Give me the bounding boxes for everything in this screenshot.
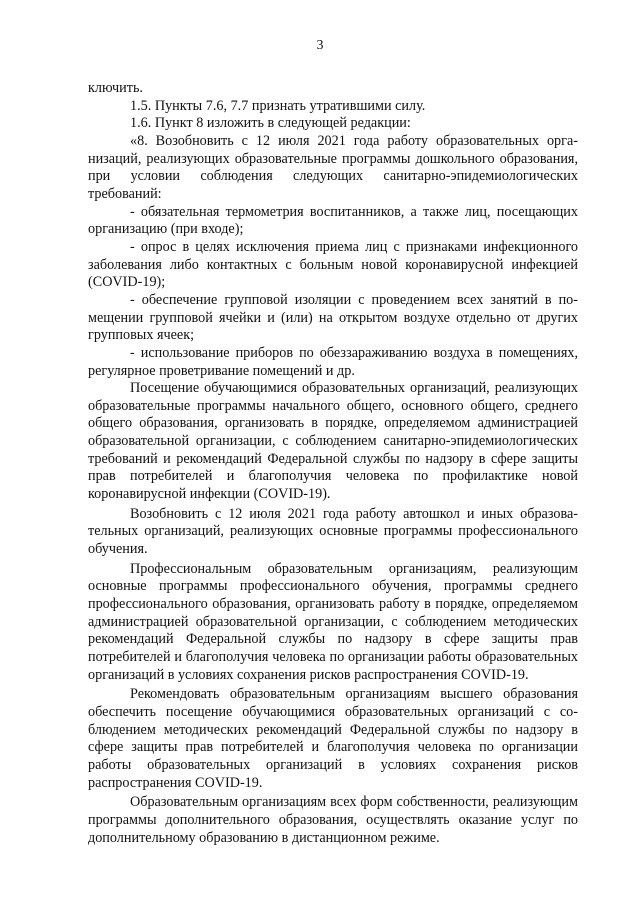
paragraph-higher-education: Рекомендовать образовательным организациям высшего образования обеспечить посещение обучающимися образовательных организаций с соблюдением методических рекомендаций Федеральной службы по надзору в сфере защиты прав потребителей и благополучия человека по организации работы образовательных организаций в условиях сохранения рисков распространения COVID-19. <box>88 686 578 791</box>
paragraph-item-8: «8. Возобновить с 12 июля 2021 года работу образовательных организаций, реализующих образовательные программы дошкольного образования, при условии соблюдения следующих санитарно-эпидемиологических требований: <box>88 132 578 202</box>
paragraph-professional-education: Профессиональным образовательным организациям, реализующим основные программы профессионального обучения, программы среднего профессионального образования, организовать работу в порядке, определяемом администрацией образовательной организации, с соблюдением методических рекомендаций Федеральной службы по надзору в сфере защиты прав потребителей и благополучия человека по организации работы образовательных организаций в условиях сохранения рисков распространения COVID-19. <box>88 560 578 683</box>
document-body <box>88 80 578 847</box>
page-number: 3 <box>316 38 324 53</box>
paragraph-item-1-6: 1.6. Пункт 8 изложить в следующей редакции: <box>130 115 411 132</box>
paragraph-additional-education: Образовательным организациям всех форм собственности, реализующим программы дополнительного образования, осуществлять оказание услуг по дополнительному образованию в дистанционном режиме. <box>88 794 578 846</box>
list-item-group-isolation: - обеспечение групповой изоляции с проведением всех занятий в помещении групповой ячейки и (или) на открытом воздухе отдельно от других групповых ячеек; <box>88 291 578 344</box>
list-item-thermometry: - обязательная термометрия воспитанников, а также лиц, посещающих организацию (при входе); <box>88 203 578 238</box>
paragraph-general-education: Посещение обучающимися образовательных организаций, реализующих образовательные программы начального общего, основного общего, среднего общего образования, организовать в порядке, определяемом администрацией образовательной организации, с соблюдением санитарно-эпидемиологических требований и рекомендаций Федеральной службы по надзору в сфере защиты прав потребителей и благополучия человека по профилактике новой коронавирусной инфекции (COVID-19). <box>88 380 578 503</box>
paragraph-driving-schools: Возобновить с 12 июля 2021 года работу автошкол и иных образовательных организаций, реализующих основные программы профессионального обучения. <box>88 505 578 558</box>
paragraph-item-1-5: 1.5. Пункты 7.6, 7.7 признать утратившими силу. <box>130 97 426 114</box>
list-item-air-disinfection: - использование приборов по обеззараживанию воздуха в помещениях, регулярное проветривание помещений и др. <box>88 344 578 379</box>
paragraph-continuation: ключить. <box>88 80 143 96</box>
list-item-survey: - опрос в целях исключения приема лиц с признаками инфекционного заболевания либо контактных с больным новой коронавирусной инфекцией (COVID-19); <box>88 238 578 291</box>
